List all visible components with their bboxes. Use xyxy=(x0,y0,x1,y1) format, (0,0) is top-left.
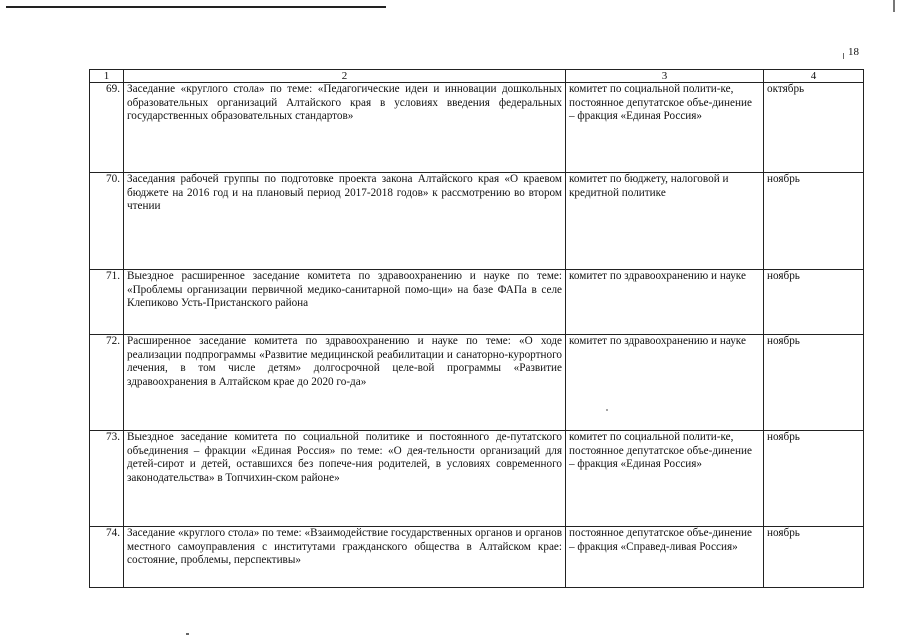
row-topic: Выездное расширенное заседание комитета по здравоохранению и науке по теме: «Проблемы организации первичной медико-санитарной помо-щи» на базе ФАПа в селе Клепиково Усть-Пристанского района xyxy=(124,270,566,335)
table-row xyxy=(90,527,864,588)
table-row xyxy=(90,173,864,270)
responsible-line: постоянное депутатское объе-динение – фракция «Справед-ливая Россия» xyxy=(569,527,752,553)
row-month: ноябрь xyxy=(764,173,864,270)
row-responsible xyxy=(566,83,764,173)
row-responsible xyxy=(566,335,764,431)
scan-speck xyxy=(606,409,608,411)
column-header-number: 1 xyxy=(90,70,124,83)
row-number: 74. xyxy=(90,527,124,588)
table-row xyxy=(90,83,864,173)
responsible-line: комитет по социальной полити-ке, xyxy=(569,431,734,443)
row-number: 69. xyxy=(90,83,124,173)
row-topic: Расширенное заседание комитета по здравоохранению и науке по теме: «О ходе реализации подпрограммы «Развитие медицинской реабилитации и санаторно-курортного лечения, в том числе детям» долгосрочной целе-вой программы «Развитие здравоохранения в Алтайском крае до 2020 го-да» xyxy=(124,335,566,431)
row-responsible xyxy=(566,173,764,270)
responsible-line: комитет по бюджету, налоговой и кредитной политике xyxy=(569,173,729,199)
row-topic: Выездное заседание комитета по социальной политике и постоянного де-путатского объединения – фракции «Единая Россия» по теме: «О дея-тельности организаций для детей-сирот и детей, оставшихся без попече-ния родителей, в условиях современного законодательства» в Топчихин-ском районе» xyxy=(124,431,566,527)
responsible-line: постоянное депутатское объе-динение – фракция «Единая Россия» xyxy=(569,96,752,123)
row-number: 70. xyxy=(90,173,124,270)
events-plan-table xyxy=(89,69,864,588)
table-row xyxy=(90,431,864,527)
scan-edge-mark xyxy=(893,0,895,12)
page-number-mark xyxy=(843,53,844,59)
responsible-line: постоянное депутатское объе-динение – фракция «Единая Россия» xyxy=(569,444,752,471)
column-header-topic: 2 xyxy=(124,70,566,83)
row-month: ноябрь xyxy=(764,335,864,431)
row-month: ноябрь xyxy=(764,270,864,335)
row-responsible xyxy=(566,527,764,588)
row-number: 72. xyxy=(90,335,124,431)
row-number: 73. xyxy=(90,431,124,527)
table-row xyxy=(90,335,864,431)
table-row xyxy=(90,270,864,335)
page-number: 18 xyxy=(848,46,859,58)
row-topic: Заседания рабочей группы по подготовке проекта закона Алтайского края «О краевом бюджете на 2016 год и на плановый период 2017-2018 годов» к рассмотрению во втором чтении xyxy=(124,173,566,270)
column-header-responsible: 3 xyxy=(566,70,764,83)
row-month: октябрь xyxy=(764,83,864,173)
row-number: 71. xyxy=(90,270,124,335)
responsible-line: комитет по социальной полити-ке, xyxy=(569,83,734,95)
table-header-row xyxy=(90,70,864,83)
row-topic: Заседание «круглого стола» по теме: «Взаимодействие государственных органов и органов местного самоуправления с институтами гражданского общества в Алтайском крае: состояние, проблемы, перспективы» xyxy=(124,527,566,588)
row-topic: Заседание «круглого стола» по теме: «Педагогические идеи и инновации дошкольных образовательных организаций Алтайского края в условиях введения федеральных государственных образовательных стандартов» xyxy=(124,83,566,173)
row-responsible xyxy=(566,270,764,335)
row-month: ноябрь xyxy=(764,431,864,527)
scan-edge-line xyxy=(6,6,386,8)
scan-speck xyxy=(186,633,189,635)
responsible-line: комитет по здравоохранению и науке xyxy=(569,270,746,282)
responsible-line: комитет по здравоохранению и науке xyxy=(569,335,746,347)
row-month: ноябрь xyxy=(764,527,864,588)
row-responsible xyxy=(566,431,764,527)
column-header-month: 4 xyxy=(764,70,864,83)
